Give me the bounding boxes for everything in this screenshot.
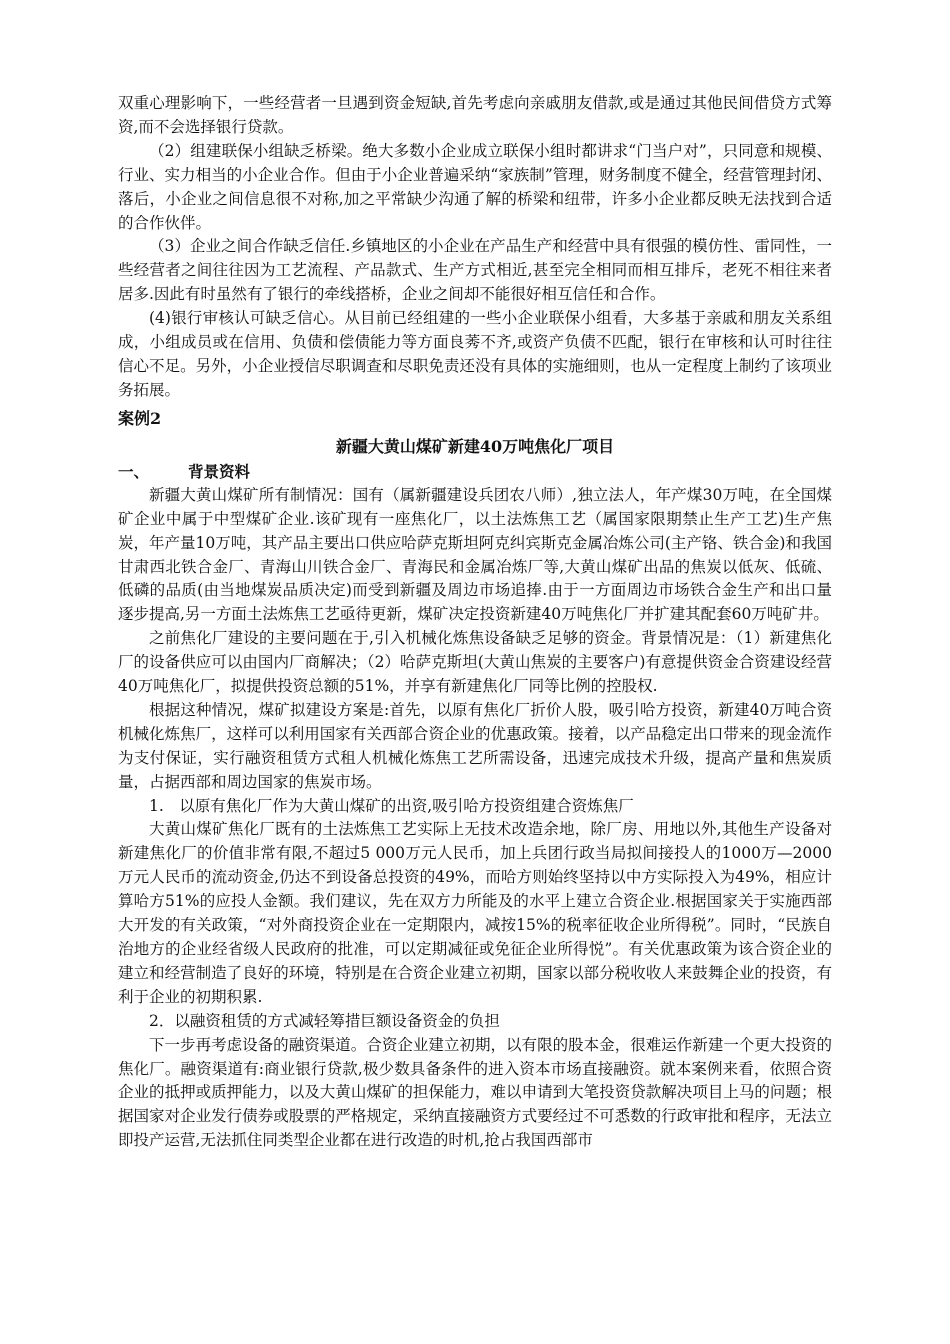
paragraph-point-2: （2）组建联保小组缺乏桥梁。绝大多数小企业成立联保小组时都讲求“门当户对”，只同意和规模、行业、实力相当的小企业合作。但由于小企业普遍采纳“家族制”管理，财务制度不健全，经营管理封闭、落后，小企业之间信息很不对称,加之平常缺少沟通了解的桥梁和纽带，许多小企业都反映无法找到合适的合作伙伴。 bbox=[118, 141, 832, 232]
paragraph-sub2: 下一步再考虑设备的融资渠道。合资企业建立初期，以有限的股本金，很难运作新建一个更大投资的焦化厂。融资渠道有:商业银行贷款,极少数具备条件的进入资本市场直接融资。就本案例来看，依照合资企业的抵押或质押能力，以及大黄山煤矿的担保能力，难以申请到大笔投资贷款解决项目上马的问题；根据国家对企业发行债券或股票的严格规定，采纳直接融资方式要经过不可悉数的行政审批和程序，无法立即投产运营,无法抓住同类型企业都在进行改造的时机,抢占我国西部市 bbox=[118, 1035, 832, 1150]
section-number: 一、 bbox=[118, 461, 150, 481]
paragraph-problem: 之前焦化厂建设的主要问题在于,引入机械化炼焦设备缺乏足够的资金。背景情况是：（1）新建焦化厂的设备供应可以由国内厂商解决；（2）哈萨克斯坦(大黄山焦炭的主要客户)有意提供资金合资建设经营40万吨焦化厂，拟提供投资总额的51%，并享有新建焦化厂同等比例的控股权. bbox=[118, 629, 832, 696]
document-page bbox=[118, 92, 832, 1153]
subheading-2: 2．以融资租赁的方式减轻筹措巨额设备资金的负担 bbox=[149, 1011, 500, 1030]
section-title: 背景资料 bbox=[188, 461, 251, 481]
paragraph-ownership: 新疆大黄山煤矿所有制情况：国有（属新疆建设兵团农八师）,独立法人，年产煤30万吨，在全国煤矿企业中属于中型煤矿企业.该矿现有一座焦化厂，以土法炼焦工艺（属国家限期禁止生产工艺)生产焦炭，年产量10万吨，其产品主要出口供应哈萨克斯坦阿克纠宾斯克金属冶炼公司(主产铬、铁合金)和我国甘肃西北铁合金厂、青海山川铁合金厂、青海民和金属冶炼厂等,大黄山煤矿出品的焦炭以低灰、低硫、低磷的品质(由当地煤炭品质决定)而受到新疆及周边市场追捧.由于一方面周边市场铁合金生产和出口量逐步提高,另一方面土法炼焦工艺亟待更新，煤矿决定投资新建40万吨焦化厂并扩建其配套60万吨矿井。 bbox=[118, 485, 832, 624]
subheading-1: 1. 以原有焦化厂作为大黄山煤矿的出资,吸引哈方投资组建合资炼焦厂 bbox=[149, 796, 634, 815]
paragraph-point-4: (4)银行审核认可缺乏信心。从目前已经组建的一些小企业联保小组看，大多基于亲戚和朋友关系组成，小组成员或在信用、负债和偿债能力等方面良莠不齐,或资产负债不匹配，银行在审核和认可时往往信心不足。另外，小企业授信尽职调查和尽职免责还没有具体的实施细则，也从一定程度上制约了该项业务拓展。 bbox=[118, 309, 832, 399]
case-title: 案例2 bbox=[118, 408, 162, 428]
paragraph-continuation: 双重心理影响下，一些经营者一旦遇到资金短缺,首先考虑向亲戚朋友借款,或是通过其他民间借贷方式筹资,而不会选择银行贷款。 bbox=[118, 94, 832, 136]
main-title: 新疆大黄山煤矿新建40万吨焦化厂项目 bbox=[335, 436, 615, 456]
paragraph-sub1: 大黄山煤矿焦化厂既有的土法炼焦工艺实际上无技术改造余地，除厂房、用地以外,其他生产设备对新建焦化厂的价值非常有限,不超过5 000万元人民币，加上兵团行政当局拟间接投人的1000万—2000万元人民币的流动资金,仍达不到设备总投资的49%，而哈方则始终坚持以中方实际投入为49%，相应计算哈方51%的应投人金额。我们建议，先在双方力所能及的水平上建立合资企业.根据国家关于实施西部大开发的有关政策，“对外商投资企业在一定期限内，减按15%的税率征收企业所得税”。同时，“民族自治地方的企业经省级人民政府的批准，可以定期减征或免征企业所得悦”。有关优惠政策为该合资企业的建立和经营制造了良好的环境，特别是在合资企业建立初期，国家以部分税收收人来鼓舞企业的投资，有利于企业的初期积累. bbox=[118, 820, 832, 1006]
paragraph-plan: 根据这种情况，煤矿拟建设方案是:首先，以原有焦化厂折价人股，吸引哈方投资，新建40万吨合资机械化炼焦厂，这样可以利用国家有关西部合资企业的优惠政策。接着，以产品稳定出口带来的现金流作为支付保证，实行融资租赁方式租人机械化炼焦工艺所需设备，迅速完成技术升级，提高产量和焦炭质量，占据西部和周边国家的焦炭市场。 bbox=[118, 700, 832, 791]
paragraph-point-3: （3）企业之间合作缺乏信任.乡镇地区的小企业在产品生产和经营中具有很强的模仿性、雷同性，一些经营者之间往往因为工艺流程、产品款式、生产方式相近,甚至完全相同而相互排斥，老死不相往来者居多.因此有时虽然有了银行的牵线搭桥，企业之间却不能很好相互信任和合作。 bbox=[118, 237, 832, 304]
section-heading bbox=[118, 460, 832, 484]
